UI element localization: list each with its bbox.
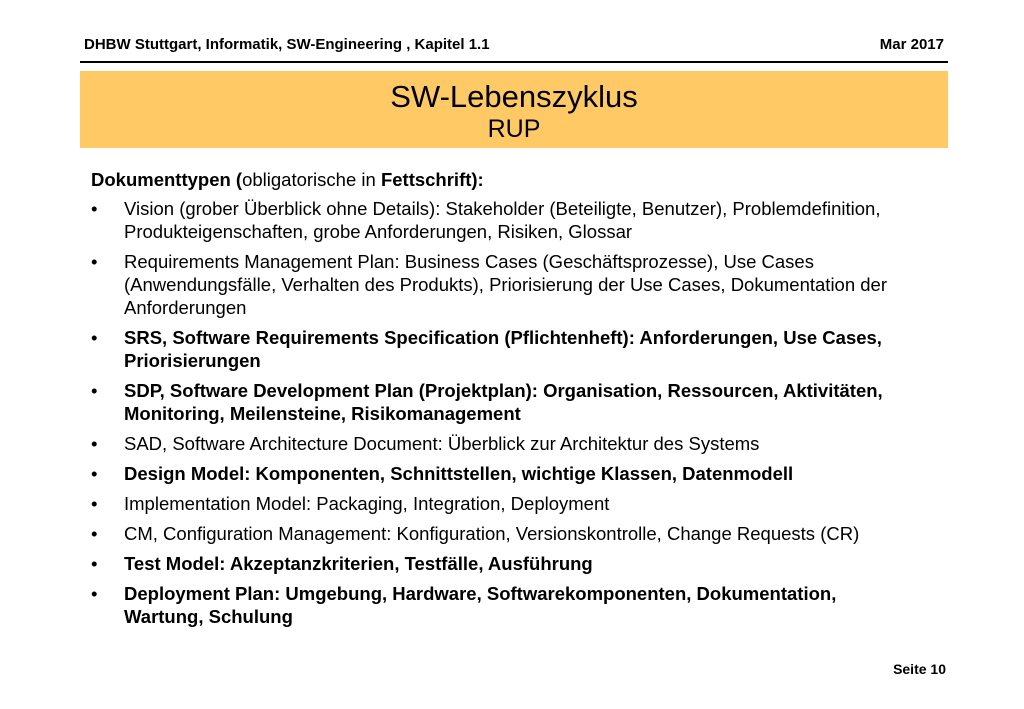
bullet: • <box>91 523 98 544</box>
bullet: • <box>91 380 98 401</box>
bullet: • <box>91 251 98 272</box>
bullet: • <box>91 433 98 454</box>
list-item-text: SAD, Software Architecture Document: Überblick zur Architektur des Systems <box>124 433 760 454</box>
list-item-configuration-management <box>91 522 891 545</box>
list-item-srs <box>91 326 891 372</box>
intro-part-1: Dokumenttypen ( <box>91 169 243 190</box>
list-item-text: Vision (grober Überblick ohne Details): Stakeholder (Beteiligte, Benutzer), Problemdefinition, Produkteigenschaften, grobe Anforderungen, Risiken, Glossar <box>124 198 881 242</box>
bullet: • <box>91 327 98 348</box>
document-type-list <box>91 197 891 628</box>
intro-part-2: obligatorische in <box>242 169 381 190</box>
list-item-deployment-plan <box>91 582 891 628</box>
date-label: Mar 2017 <box>879 36 944 53</box>
intro-line <box>91 168 891 191</box>
list-item-vision <box>91 197 891 243</box>
bullet: • <box>91 493 98 514</box>
list-item-text: Implementation Model: Packaging, Integration, Deployment <box>124 493 610 514</box>
bullet: • <box>91 198 98 219</box>
bullet: • <box>91 583 98 604</box>
list-item-design-model <box>91 462 891 485</box>
list-item-implementation-model <box>91 492 891 515</box>
list-item-sdp <box>91 379 891 425</box>
course-info: DHBW Stuttgart, Informatik, SW-Engineering , Kapitel 1.1 <box>84 36 490 53</box>
intro-part-4: ): <box>471 169 484 190</box>
slide-content <box>91 168 891 635</box>
list-item-text: Requirements Management Plan: Business Cases (Geschäftsprozesse), Use Cases (Anwendungsfälle, Verhalten des Produkts), Priorisierung der Use Cases, Dokumentation der Anforderungen <box>124 251 888 318</box>
slide-subtitle: RUP <box>487 115 541 143</box>
list-item-sad <box>91 432 891 455</box>
title-band <box>80 71 948 148</box>
intro-part-3: Fettschrift <box>380 169 472 190</box>
bullet: • <box>91 463 98 484</box>
list-item-text: SDP, Software Development Plan (Projektplan): Organisation, Ressourcen, Aktivitäten, Monitoring, Meilensteine, Risikomanagement <box>124 380 883 424</box>
bullet: • <box>91 553 98 574</box>
slide-header <box>80 30 948 62</box>
list-item-text: Deployment Plan: Umgebung, Hardware, Softwarekomponenten, Dokumentation, Wartung, Schulung <box>124 583 837 627</box>
list-item-requirements-plan <box>91 250 891 319</box>
page-number: Seite 10 <box>893 661 946 677</box>
list-item-test-model <box>91 552 891 575</box>
list-item-text: Design Model: Komponenten, Schnittstellen, wichtige Klassen, Datenmodell <box>124 463 794 484</box>
slide-title: SW-Lebenszyklus <box>390 79 638 114</box>
list-item-text: Test Model: Akzeptanzkriterien, Testfälle, Ausführung <box>124 553 593 574</box>
list-item-text: SRS, Software Requirements Specification (Pflichtenheft): Anforderungen, Use Cases, Priorisierungen <box>124 327 882 371</box>
header-divider <box>80 61 948 63</box>
list-item-text: CM, Configuration Management: Konfiguration, Versionskontrolle, Change Requests (CR) <box>124 523 860 544</box>
